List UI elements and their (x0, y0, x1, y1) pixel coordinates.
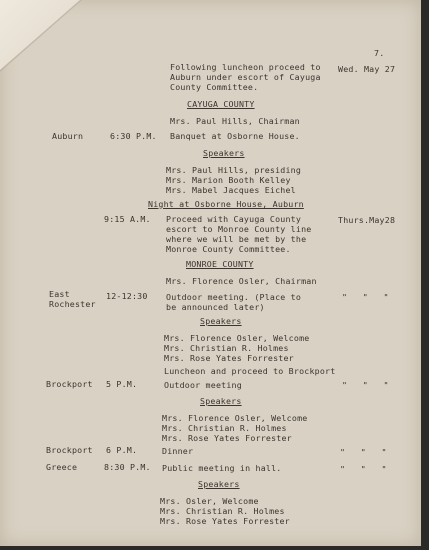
scan-border-bottom (0, 546, 429, 550)
place-east: East (49, 289, 70, 299)
departure-line-3: where we will be met by the (166, 234, 307, 244)
cayuga-heading: CAYUGA COUNTY (187, 99, 255, 109)
speaker-line: Mrs. Rose Yates Forrester (160, 516, 290, 526)
ditto-marks: " " " (340, 464, 387, 474)
page-number: 7. (374, 48, 385, 58)
speakers-heading-monroe-2: Speakers (200, 396, 242, 406)
place-brockport: Brockport (46, 379, 93, 389)
ditto-marks: " " " (342, 292, 389, 302)
place-auburn: Auburn (52, 131, 84, 141)
cayuga-chairman: Mrs. Paul Hills, Chairman (170, 116, 300, 126)
speakers-heading-cayuga: Speakers (203, 148, 245, 158)
speaker-line: Mrs. Rose Yates Forrester (164, 353, 294, 363)
time-5pm: 5 P.M. (106, 379, 138, 389)
speaker-line: Mrs. Osler, Welcome (160, 496, 259, 506)
place-brockport-2: Brockport (46, 445, 93, 455)
intro-line-2: Auburn under escort of Cayuga (170, 72, 321, 82)
event-outdoor-1: Outdoor meeting. (Place to (166, 292, 302, 302)
time-915: 9:15 A.M. (104, 214, 151, 224)
speaker-line: Mrs. Christian R. Holmes (160, 506, 285, 516)
speaker-line: Mrs. Marion Booth Kelley (166, 175, 291, 185)
intro-line-1: Following luncheon proceed to (170, 62, 321, 72)
date-thurs: Thurs.May28 (338, 215, 396, 225)
ditto-marks: " " " (342, 380, 389, 390)
monroe-chairman: Mrs. Florence Osler, Chairman (166, 276, 317, 286)
intro-line-3: County Committee. (170, 82, 259, 92)
time-830: 8:30 P.M. (104, 462, 151, 472)
event-public-meeting: Public meeting in hall. (162, 463, 282, 473)
departure-line-4: Monroe County Committee. (166, 244, 291, 254)
event-outdoor-2: be announced later) (166, 302, 265, 312)
speaker-line: Mrs. Mabel Jacques Eichel (166, 185, 296, 195)
speaker-line: Mrs. Paul Hills, presiding (166, 165, 302, 175)
ditto-marks: " " " (340, 447, 387, 457)
scan-border (421, 0, 429, 550)
time-12: 12-12:30 (106, 291, 148, 301)
departure-line-2: escort to Monroe County line (166, 224, 312, 234)
speaker-line: Mrs. Rose Yates Forrester (162, 433, 292, 443)
event-dinner: Dinner (162, 446, 194, 456)
time-630: 6:30 P.M. (110, 131, 157, 141)
speakers-heading-monroe-1: Speakers (200, 316, 242, 326)
departure-line-1: Proceed with Cayuga County (166, 214, 302, 224)
speaker-line: Mrs. Florence Osler, Welcome (164, 333, 310, 343)
speaker-line: Mrs. Florence Osler, Welcome (162, 413, 308, 423)
place-greece: Greece (46, 462, 78, 472)
event-outdoor-brockport: Outdoor meeting (164, 380, 242, 390)
luncheon-line: Luncheon and proceed to Brockport (164, 366, 336, 376)
speakers-heading-monroe-3: Speakers (198, 479, 240, 489)
date-wed: Wed. May 27 (338, 64, 396, 74)
speaker-line: Mrs. Christian R. Holmes (162, 423, 287, 433)
place-rochester: Rochester (49, 299, 96, 309)
speaker-line: Mrs. Christian R. Holmes (164, 343, 289, 353)
night-heading: Night at Osborne House, Auburn (148, 199, 304, 209)
event-banquet: Banquet at Osborne House. (170, 131, 300, 141)
time-6pm: 6 P.M. (106, 445, 138, 455)
monroe-heading: MONROE COUNTY (186, 259, 254, 269)
